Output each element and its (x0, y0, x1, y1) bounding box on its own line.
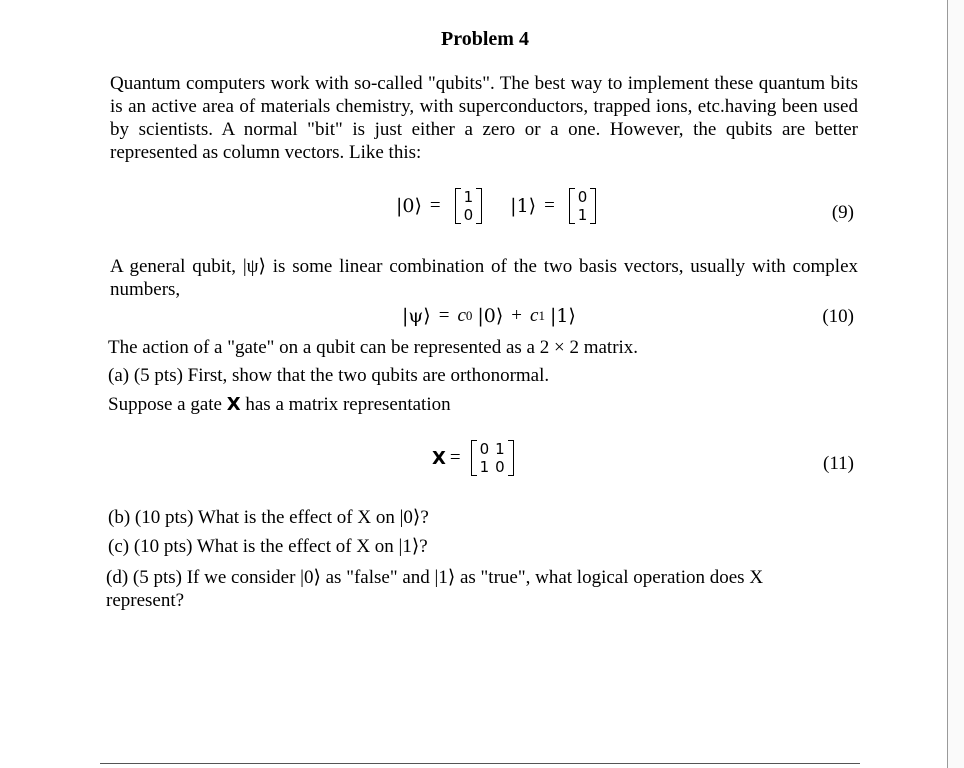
equals-sign: = (544, 195, 555, 216)
part-d-line-1: (d) (5 pts) If we consider |0⟩ as "false" and |1⟩ as "true", what logical operation does X (106, 567, 764, 588)
general-qubit-paragraph: A general qubit, |ψ⟩ is some linear combination of the two basis vectors, usually with complex numbers, (110, 256, 858, 300)
part-d-question (106, 566, 856, 612)
part-a-question: (a) (5 pts) First, show that the two qubits are orthonormal. (108, 365, 550, 386)
vector-one-entry: 1 (577, 206, 588, 224)
equals-sign: = (449, 447, 461, 468)
suppose-gate-text (108, 393, 451, 416)
matrix-entry: 0 (479, 440, 490, 458)
coefficient-c0-subscript: 0 (465, 308, 473, 323)
equation-number-9: (9) (831, 202, 854, 223)
bottom-divider (100, 763, 860, 764)
vector-zero (455, 188, 483, 224)
gate-symbol: X (226, 394, 241, 415)
gate-action-text: The action of a "gate" on a qubit can be represented as a 2 × 2 matrix. (108, 337, 639, 358)
vector-zero-entry: 1 (463, 188, 474, 206)
matrix-entry: 1 (479, 458, 490, 476)
ket-zero: |0⟩ (477, 305, 504, 327)
part-d-line-2: represent? (106, 590, 185, 611)
vector-one (569, 188, 597, 224)
coefficient-c1: c (530, 305, 539, 326)
equation-number-10: (10) (822, 306, 854, 327)
page-edge (947, 0, 964, 768)
ket-one: |1⟩ (510, 195, 537, 217)
suppose-prefix: Suppose a gate (108, 394, 227, 415)
coefficient-c1-subscript: 1 (538, 308, 545, 323)
part-b-question: (b) (10 pts) What is the effect of X on |0⟩? (108, 507, 429, 528)
gate-x-symbol: X (432, 447, 446, 469)
matrix-entry: 1 (495, 440, 505, 458)
coefficient-c0: c (457, 305, 466, 326)
part-c-question: (c) (10 pts) What is the effect of X on |1⟩? (108, 536, 428, 557)
equals-sign: = (429, 195, 441, 216)
page-title: Problem 4 (441, 28, 529, 50)
equation-9 (396, 188, 602, 224)
suppose-suffix: has a matrix representation (240, 394, 451, 415)
ket-one: |1⟩ (549, 305, 576, 327)
equation-11 (432, 440, 520, 476)
gate-x-matrix (471, 440, 514, 476)
vector-one-entry: 0 (577, 188, 588, 206)
vector-zero-entry: 0 (463, 206, 474, 224)
ket-zero: |0⟩ (396, 195, 422, 217)
ket-psi: |ψ⟩ (402, 305, 431, 327)
plus-sign: + (511, 305, 522, 326)
equals-sign: = (438, 305, 450, 326)
equation-number-11: (11) (823, 453, 854, 474)
matrix-entry: 0 (495, 458, 505, 476)
intro-paragraph: Quantum computers work with so-called "qubits". The best way to implement these quantum bits is an active area of materials chemistry, with superconductors, trapped ions, etc.having been used by scientists. A normal "bit" is just either a zero or a one. However, the qubits are better represented as column vectors. Like this: (110, 73, 858, 163)
equation-10 (402, 305, 576, 327)
